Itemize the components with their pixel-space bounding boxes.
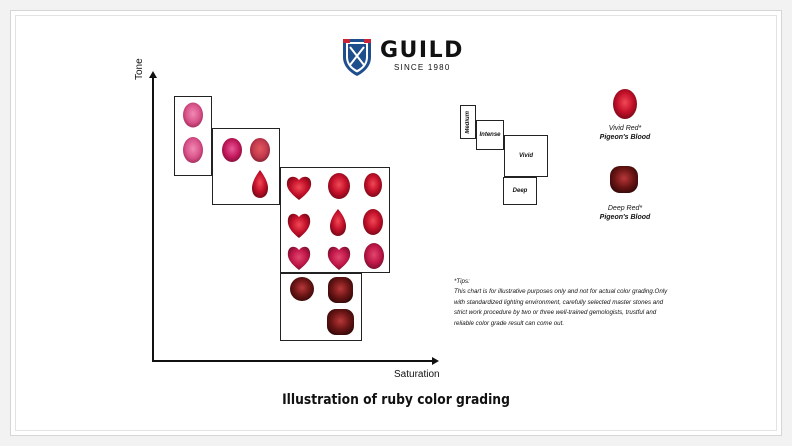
gem-oval-pink-2 [250, 138, 270, 162]
reference-vivid-caption [580, 125, 670, 141]
reference-deep-line1: Deep Red* [607, 205, 643, 212]
reference-gem-deep-red [610, 166, 638, 193]
legend-intense-label: Intense [479, 132, 501, 138]
gem-oval-vivid-4 [364, 243, 384, 269]
gem-oval-vivid-2 [364, 173, 382, 197]
gem-heart-2 [288, 214, 310, 238]
legend-deep-box [503, 177, 537, 205]
tips-heading: *Tips: [454, 278, 470, 285]
legend-vivid-box [504, 135, 548, 177]
legend-medium-label: Medium [465, 110, 471, 134]
gem-cushion-deep-2 [327, 309, 354, 335]
gem-cushion-deep-1 [328, 277, 353, 303]
gem-heart-4 [328, 247, 350, 270]
y-axis-label: Tone [134, 58, 145, 80]
legend-vivid-label: Vivid [518, 153, 534, 159]
gem-oval-light-2 [183, 137, 203, 163]
reference-vivid-line1: Vivid Red* [608, 125, 642, 132]
brand-name: GUILD [380, 38, 464, 63]
reference-gem-vivid-red [613, 89, 637, 119]
reference-vivid-line2: Pigeon's Blood [599, 134, 651, 141]
gem-oval-deep [290, 277, 314, 301]
x-axis-label: Saturation [394, 369, 440, 380]
gem-heart-1 [287, 177, 311, 200]
gem-oval-vivid-3 [363, 209, 383, 235]
reference-deep-caption [580, 205, 670, 221]
gem-oval-pink-1 [222, 138, 242, 162]
gem-pear-pink [252, 170, 268, 198]
reference-deep-line2: Pigeon's Blood [599, 214, 651, 221]
legend-medium-box [460, 105, 476, 139]
legend-deep-label: Deep [512, 188, 528, 194]
gem-heart-3 [288, 247, 310, 270]
tips-body: This chart is for illustrative purposes only and not for actual color grading.Only with standardized lighting environment, carefully selected master stones and strict work procedure by two or three well-trained gemologists, trustful and reliable color grade result can come out. [454, 288, 668, 327]
gem-oval-vivid-1 [328, 173, 350, 199]
legend-intense-box [476, 120, 504, 150]
gem-oval-light-1 [183, 103, 203, 128]
tips-block [454, 277, 669, 329]
page-title: Illustration of ruby color grading [282, 392, 510, 408]
gem-pear-vivid [330, 209, 346, 236]
brand-since: SINCE 1980 [394, 63, 451, 72]
